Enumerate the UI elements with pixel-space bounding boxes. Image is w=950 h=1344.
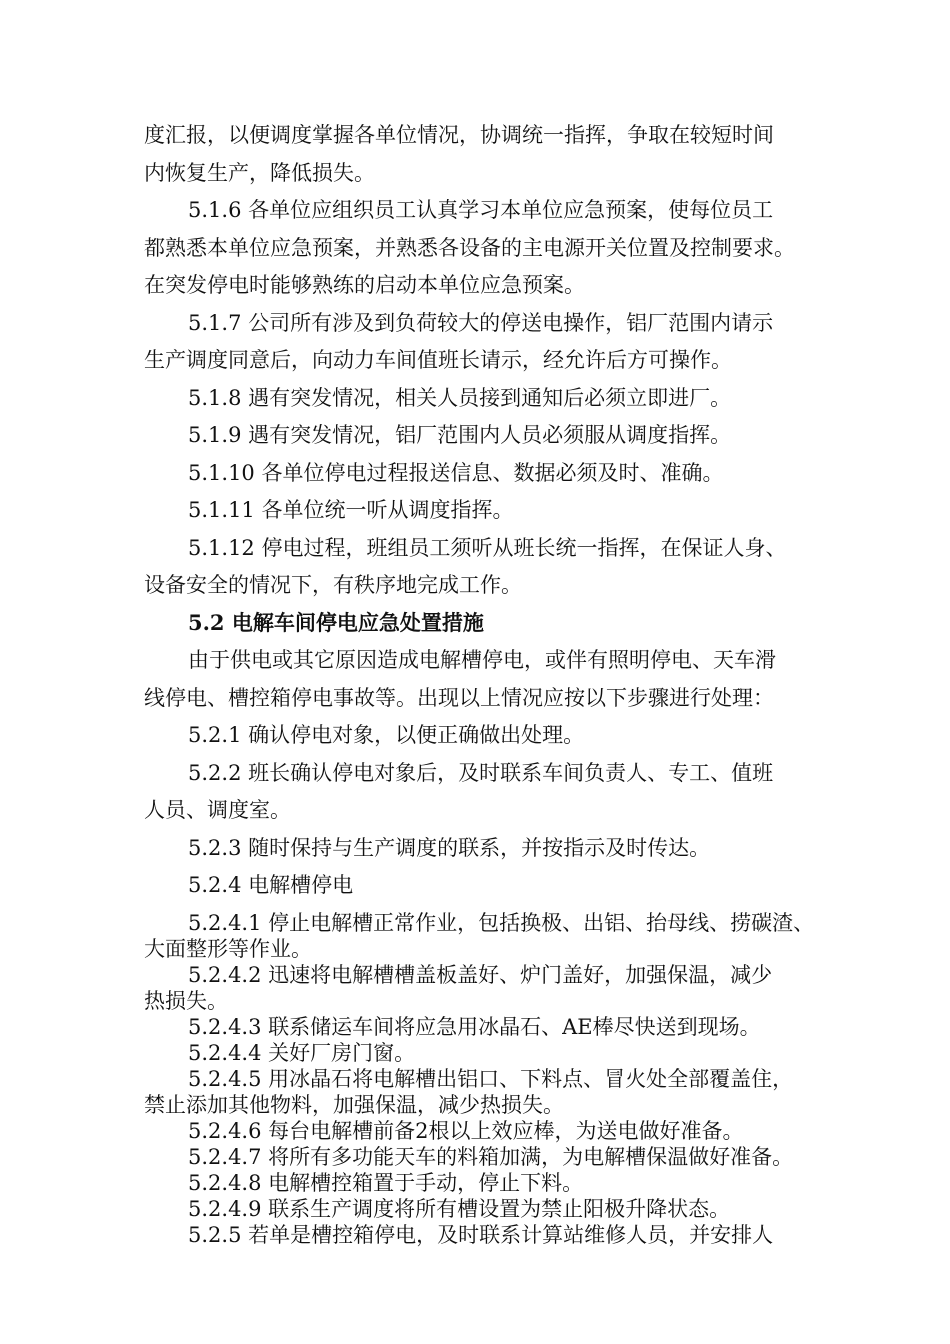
text-line: 5.1.12 停电过程，班组员工须听从班长统一指挥，在保证人身、	[188, 536, 787, 560]
text-line: 5.1.7 公司所有涉及到负荷较大的停送电操作，铝厂范围内请示	[188, 311, 774, 335]
text-line: 禁止添加其他物料，加强保温，减少热损失。	[144, 1093, 564, 1117]
text-line: 5.2.5 若单是槽控箱停电，及时联系计算站维修人员，并安排人	[188, 1223, 774, 1247]
text-line: 生产调度同意后，向动力车间值班长请示，经允许后方可操作。	[144, 348, 732, 372]
text-line: 5.1.9 遇有突发情况，铝厂范围内人员必须服从调度指挥。	[188, 423, 732, 447]
text-line: 度汇报，以便调度掌握各单位情况，协调统一指挥，争取在较短时间	[144, 123, 774, 147]
text-line: 由于供电或其它原因造成电解槽停电，或伴有照明停电、天车滑	[188, 648, 776, 672]
text-line: 线停电、槽控箱停电事故等。出现以上情况应按以下步骤进行处理：	[144, 686, 774, 710]
text-line: 人员、调度室。	[144, 798, 291, 822]
text-line: 5.2.1 确认停电对象，以便正确做出处理。	[188, 723, 585, 747]
text-line: 5.2.4 电解槽停电	[188, 873, 354, 897]
text-line: 5.2.4.9 联系生产调度将所有槽设置为禁止阳极升降状态。	[188, 1197, 731, 1221]
text-line: 设备安全的情况下，有秩序地完成工作。	[144, 573, 522, 597]
text-line: 5.1.6 各单位应组织员工认真学习本单位应急预案，使每位员工	[188, 198, 774, 222]
text-line: 热损失。	[144, 989, 228, 1013]
text-line: 5.2.4.1 停止电解槽正常作业，包括换极、出铝、抬母线、捞碳渣、	[188, 911, 815, 935]
text-line: 都熟悉本单位应急预案，并熟悉各设备的主电源开关位置及控制要求。	[144, 236, 795, 260]
text-line: 5.2.4.4 关好厂房门窗。	[188, 1041, 416, 1065]
text-line: 5.2.4.7 将所有多功能天车的料箱加满，为电解槽保温做好准备。	[188, 1145, 794, 1169]
text-line: 内恢复生产，降低损失。	[144, 161, 375, 185]
text-line: 5.2.4.5 用冰晶石将电解槽出铝口、下料点、冒火处全部覆盖住，	[188, 1067, 794, 1091]
text-line: 5.1.8 遇有突发情况，相关人员接到通知后必须立即进厂。	[188, 386, 732, 410]
text-line: 5.2.4.2 迅速将电解槽槽盖板盖好、炉门盖好，加强保温，减少	[188, 963, 773, 987]
text-line: 5.2.2 班长确认停电对象后，及时联系车间负责人、专工、值班	[188, 761, 774, 785]
text-line: 5.1.10 各单位停电过程报送信息、数据必须及时、准确。	[188, 461, 724, 485]
text-line: 5.1.11 各单位统一听从调度指挥。	[188, 498, 514, 522]
text-line: 5.2.4.6 每台电解槽前备2根以上效应棒，为送电做好准备。	[188, 1119, 744, 1143]
text-line: 5.2.3 随时保持与生产调度的联系，并按指示及时传达。	[188, 836, 711, 860]
text-line: 5.2.4.8 电解槽控箱置于手动，停止下料。	[188, 1171, 584, 1195]
text-line: 大面整形等作业。	[144, 937, 312, 961]
text-line: 在突发停电时能够熟练的启动本单位应急预案。	[144, 273, 585, 297]
section-heading: 5.2 电解车间停电应急处置措施	[188, 610, 484, 635]
text-line: 5.2.4.3 联系储运车间将应急用冰晶石、AE棒尽快送到现场。	[188, 1015, 761, 1039]
